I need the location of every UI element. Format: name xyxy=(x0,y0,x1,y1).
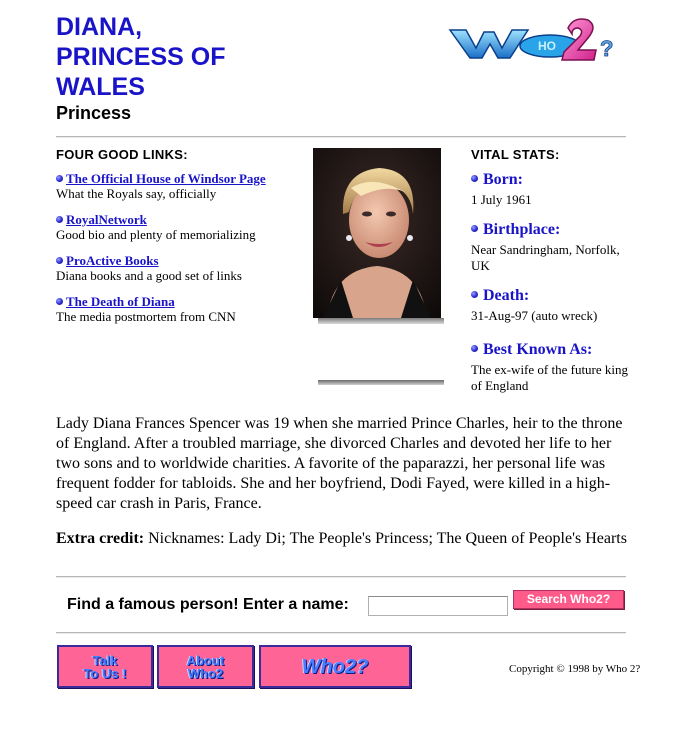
link-description: What the Royals say, officially xyxy=(56,186,217,201)
extra-credit-label: Extra credit: xyxy=(56,530,145,547)
stat-value: Near Sandringham, Norfolk, UK xyxy=(471,242,620,273)
search-divider-bottom xyxy=(56,632,626,634)
links-section xyxy=(56,147,306,325)
about-who2-label: About Who2 xyxy=(186,652,225,681)
who2-home-label: Who2? xyxy=(301,655,369,678)
search-input[interactable] xyxy=(368,596,508,616)
svg-text:?: ? xyxy=(600,36,614,61)
vital-stats-heading: VITAL STATS: xyxy=(471,147,560,162)
bullet-icon xyxy=(471,225,478,232)
page-title: DIANA, PRINCESS OF WALES xyxy=(56,13,226,101)
bullet-icon xyxy=(471,345,478,352)
link-description: The media postmortem from CNN xyxy=(56,309,236,324)
who2-home-button[interactable] xyxy=(259,645,411,688)
portrait-image xyxy=(313,148,441,318)
link-house-of-windsor[interactable]: The Official House of Windsor Page xyxy=(66,171,266,186)
stat-value: The ex-wife of the future king of England xyxy=(471,362,629,393)
biography-text: Lady Diana Frances Spencer was 19 when she married Prince Charles, heir to the throne of England. After a troubled marriage, she divorced Charles and devoted her life to her two sons and to worldwide charities. A favorite of the paparazzi, her personal life was frequent fodder for tabloids. She and her boyfriend, Dodi Fayed, were killed in a high-speed car crash in Paris, France. xyxy=(56,415,623,512)
about-who2-button[interactable] xyxy=(157,645,254,688)
bullet-icon xyxy=(56,257,63,264)
who2-logo[interactable] xyxy=(446,12,624,68)
vital-stats-section xyxy=(471,147,641,394)
svg-text:HO: HO xyxy=(538,39,556,53)
photo-shadow xyxy=(318,318,444,324)
talk-to-us-label: Talk To Us ! xyxy=(83,652,127,681)
link-royal-network[interactable]: RoyalNetwork xyxy=(66,212,147,227)
bullet-icon xyxy=(471,291,478,298)
extra-credit xyxy=(56,529,628,549)
stat-label: Birthplace: xyxy=(483,221,561,238)
stat-label: Born: xyxy=(483,171,523,188)
search-label: Find a famous person! Enter a name: xyxy=(67,596,349,613)
bullet-icon xyxy=(56,175,63,182)
search-divider-top xyxy=(56,576,626,578)
copyright-notice: Copyright © 1998 by Who 2? xyxy=(509,663,641,675)
stat-value: 1 July 1961 xyxy=(471,192,532,207)
who2-logo-icon xyxy=(446,12,624,68)
link-description: Diana books and a good set of links xyxy=(56,268,242,283)
header-divider xyxy=(56,136,626,138)
links-heading: FOUR GOOD LINKS: xyxy=(56,147,188,162)
photo-shadow-bar xyxy=(318,380,444,385)
link-description: Good bio and plenty of memorializing xyxy=(56,227,256,242)
extra-credit-text: Nicknames: Lady Di; The People's Princess; The Queen of People's Hearts xyxy=(144,530,627,547)
link-item xyxy=(56,212,306,243)
link-item xyxy=(56,253,306,284)
stat-born xyxy=(471,171,641,208)
stat-best-known-as xyxy=(471,341,641,394)
stat-value: 31-Aug-97 (auto wreck) xyxy=(471,308,598,323)
link-item xyxy=(56,294,306,325)
talk-to-us-button[interactable] xyxy=(57,645,153,688)
link-item xyxy=(56,171,306,202)
stat-label: Best Known As: xyxy=(483,341,593,358)
bullet-icon xyxy=(471,175,478,182)
stat-birthplace xyxy=(471,221,641,274)
link-proactive-books[interactable]: ProActive Books xyxy=(66,253,159,268)
search-button[interactable]: Search Who2? xyxy=(513,590,624,609)
page-subtitle: Princess xyxy=(56,103,132,123)
link-death-of-diana[interactable]: The Death of Diana xyxy=(66,294,175,309)
portrait-photo xyxy=(313,148,441,318)
stat-label: Death: xyxy=(483,287,530,304)
bullet-icon xyxy=(56,298,63,305)
bullet-icon xyxy=(56,216,63,223)
stat-death xyxy=(471,287,641,324)
